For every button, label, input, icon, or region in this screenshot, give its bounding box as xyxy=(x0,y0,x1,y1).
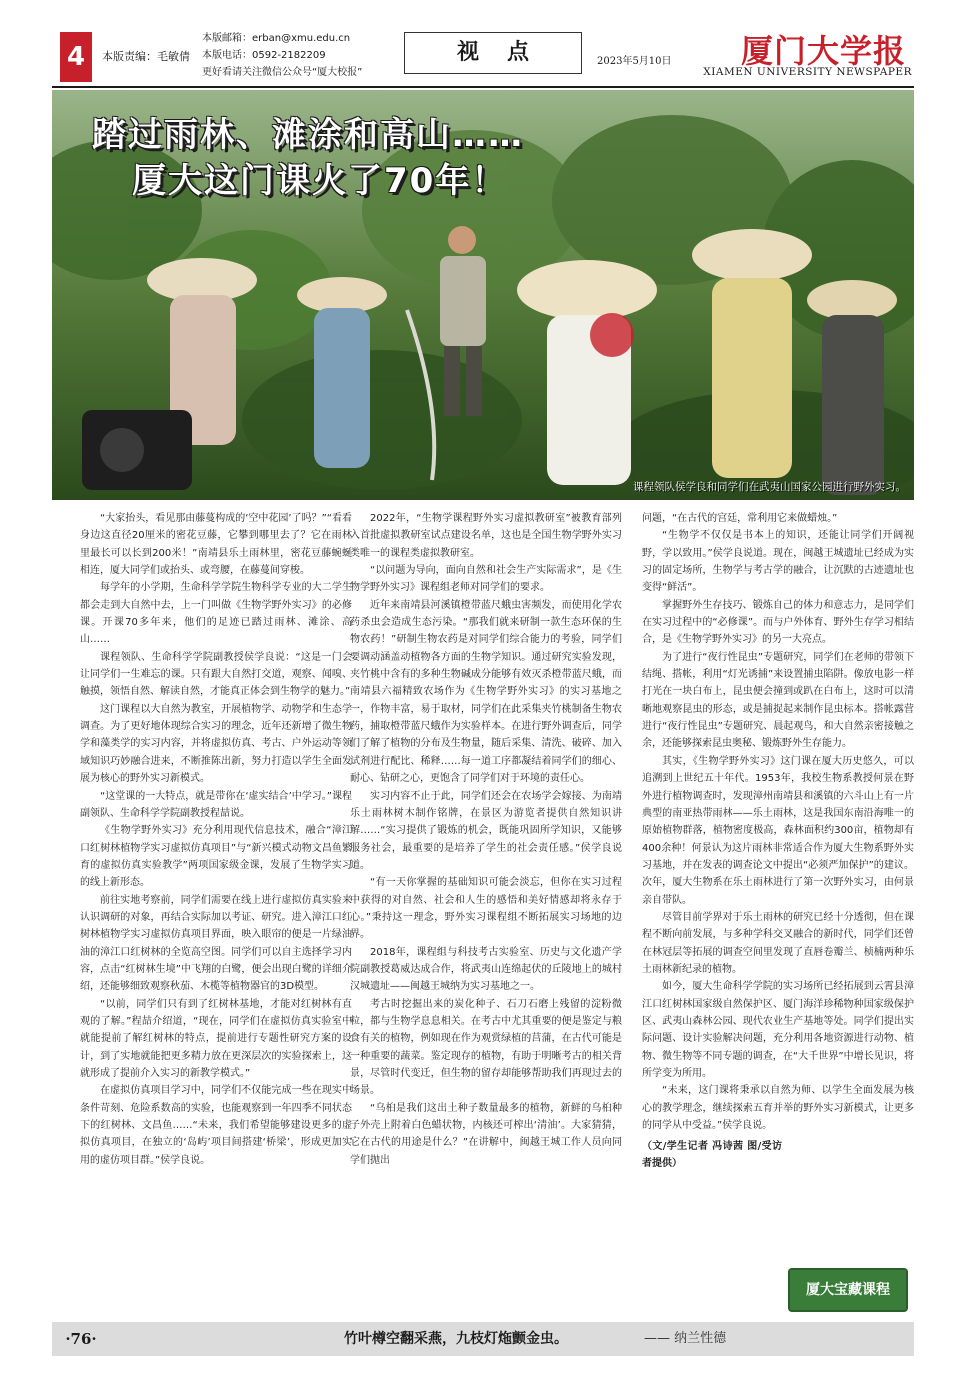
paragraph: “这堂课的一大特点，就是带你在‘虚实结合’中学习。”课程副领队、生命科学学院副教授程喆说。 xyxy=(80,790,352,819)
paragraph: 其实，《生物学野外实习》这门课在厦大历史悠久，可以追溯到上世纪五十年代。1953年，我校生物系教授何景在野外进行植物调查时，发现漳州南靖县和溪镇的六斗山上有一片典型的南亚热带雨林——乐土雨林，这是我国东南沿海唯一的原始植物群落，植物密度极高，森林面积约300亩，植物却有400余种！何景认为这片雨林非常适合作为厦大生物系野外实习基地，并在发表的调查论文中提出“必须严加保护”的建议。次年，厦大生物系在乐土雨林进行了第一次野外实习，由何景亲自带队。 xyxy=(642,755,914,906)
byline xyxy=(642,1138,782,1172)
paragraph: 考古时挖掘出来的炭化种子、石刀石磨上残留的淀粉微粒，都与生物学息息相关。在考古中尤其重要的便是鉴定与粮食有关的植物，例如现在作为观赏绿植的莒蒲，在古代可能是一种重要的蔬菜。鉴定现存的植物，有助于明晰考古的相关背景，尽管时代变迁，但生物的留存却能够帮助我们再现过去的场景。 xyxy=(350,998,622,1097)
wechat-note: 更好看请关注微信公众号“厦大校报” xyxy=(202,67,363,78)
headline-line-1: 踏过雨林、滩涂和高山…… xyxy=(92,115,524,155)
paragraph: 2018年，课程组与科技考古实验室、历史与文化遗产学院副教授葛威达成合作，将武夷山连绵起伏的丘陵地上的城村汉城遗址——闽越王城纳为实习基地之一。 xyxy=(350,946,622,993)
issue-date: 2023年5月10日 xyxy=(597,56,672,67)
paragraph: 在虚拟仿真项目学习中，同学们不仅能完成一些在现实中条件苛刻、危险系数高的实验，也能观察到一年四季不同状态下的红树林、文昌鱼……“未来，我们希望能够建设更多的虚拟仿真项目，在独立的‘岛屿’项目间搭建‘桥梁’，形成更加实用的虚仿项目群。”侯学良说。 xyxy=(80,1085,352,1166)
paragraph: “以问题为导向，面向自然和社会生产实际需求”，是《生物学野外实习》课程组老师对同学们的要求。 xyxy=(350,565,622,594)
paragraph: 为了进行“夜行性昆虫”专题研究，同学们在老师的带领下结绳、搭帐，利用“灯光诱捕”来设置捕虫陷阱。像放电影一样打光在一块白布上，昆虫便会撞到或趴在白布上，这时可以清晰地观察昆虫的形态，或是捕捉起来制作昆虫标本。搭帐露营进行“夜行性昆虫”专题研究、晨起观鸟，和大自然亲密接触之余，还能够探索昆虫奥秘、锻炼野外生存能力。 xyxy=(642,651,914,750)
phone-line: 本版电话：0592-2182209 xyxy=(202,50,326,61)
paragraph: 实习内容不止于此，同学们还会在农场学会嫁接、为南靖乐土雨林树木制作铭牌，在景区为游览者提供自然知识讲解……“实习提供了锻炼的机会，既能巩固所学知识，又能够服务社会，最重要的是培养了学生的社会责任感。”侯学良说道。 xyxy=(350,790,622,871)
paragraph: 掌握野外生存技巧、锻炼自己的体力和意志力，是同学们在实习过程中的“必修课”。而与户外体育、野外生存学习相结合，是《生物学野外实习》的另一大亮点。 xyxy=(642,599,914,646)
paragraph: “乌桕是我们这出土种子数量最多的植物，新鲜的乌桕种子外壳上附着白色蜡状物，内核还可榨出‘清油’。大家猜猜，它在古代的用途是什么？”在讲解中，闽越王城工作人员向同学们抛出 xyxy=(350,1102,622,1166)
paragraph: 问题，“在古代的宫廷，常利用它来做蜡烛。” xyxy=(642,513,838,524)
paper-logo: 厦门大学报 xyxy=(740,32,906,70)
byline-text: （文/学生记者 冯诗茜 图/受访者提供） xyxy=(642,1141,782,1170)
footer-quote-author: —— 纳兰性德 xyxy=(644,1331,727,1346)
footer-page-number: ·76· xyxy=(65,1330,97,1348)
paragraph: “未来，这门课将秉承以自然为师、以学生全面发展为核心的教学理念，继续探索五育并举的野外实习新模式，让更多的同学从中受益。”侯学良说。 xyxy=(642,1085,914,1132)
article-body xyxy=(52,510,914,1320)
page-number-badge: 4 xyxy=(60,32,92,82)
paragraph: 这门课程以大自然为教室，开展植物学、动物学和生态学调查。为了更好地体现综合实习的理念，近年还新增了微生物学和藻类学的实习内容，并将虚拟仿真、考古、户外运动等领域知识巧妙融合进来，不断推陈出新，努力打造以学生全面发展为核心的野外实习新模式。 xyxy=(80,703,352,785)
photo-caption: 课程领队侯学良和同学们在武夷山国家公园进行野外实习。 xyxy=(633,481,906,493)
paper-name-english: XIAMEN UNIVERSITY NEWSPAPER xyxy=(703,66,912,78)
editor-credit: 本版责编：毛敏倩 xyxy=(102,50,190,63)
footer-quote: 竹叶樽空翻采燕，九枝灯炧颤金虫。 xyxy=(344,1331,568,1347)
masthead xyxy=(52,26,914,88)
headline-line-2: 厦大这门课火了70年！ xyxy=(132,161,508,201)
paragraph: 前往实地考察前，同学们需要在线上进行虚拟仿真实验来认识调研的对象，再结合实际加以考证、研究。进入漳江口红树林植物学实习虚拟仿真项目界面，映入眼帘的便是一片绿油油的漳江口红树林的全览高空图。同学们可以自主选择学习内容，点击“红树林生境”中飞翔的白鹭，便会出现白鹭的详细介绍，还能够细致观察秋茄、木榄等植物器官的3D模型。 xyxy=(80,894,352,993)
paragraph: “生物学不仅仅是书本上的知识，还能让同学们开阔视野，学以致用。”侯学良说道。现在，闽越王城遗址已经成为实习的固定场所，生物学与考古学的融合，让沉默的古迹遗址也变得“鲜活”。 xyxy=(642,530,914,594)
article-column-2 xyxy=(350,510,622,1320)
section-title: 视点 xyxy=(404,32,582,74)
paragraph: 《生物学野外实习》充分利用现代信息技术，融合“漳江口红树林植物学实习虚拟仿真项目”与“新兴模式动物文昌鱼繁育的虚拟仿真实验教学”两项国家级金课，发展了生物学实习的线上新形态。 xyxy=(80,825,352,889)
paragraph: 尽管目前学界对于乐土雨林的研究已经十分透彻，但在课程不断向前发展，与多种学科交叉融合的新时代，同学们还曾在林冠层等拓展的调查空间里发现了直唇卷瓣兰、桢楠两种乐土雨林新纪录的植物。 xyxy=(642,911,914,975)
contact-block xyxy=(202,30,402,81)
masthead-divider xyxy=(52,86,914,88)
paragraph: 如今，厦大生命科学学院的实习场所已经拓展到云霄县漳江口红树林国家级自然保护区、厦门海洋珍稀物种国家级保护区、武夷山森林公园、现代农业生产基地等处。同学们提出实际问题、设计实验解决问题，充分利用各地资源进行动物、植物、微生物等不同专题的调查，在“大千世界”中增长见识，将所学变为所用。 xyxy=(642,981,914,1079)
email-line: 本版邮箱：erban@xmu.edu.cn xyxy=(202,33,351,44)
article-column-3 xyxy=(642,510,914,1320)
paragraph: “有一天你掌握的基础知识可能会淡忘，但你在实习过程中获得的对自然、社会和人生的感悟和美好情感却将永存于心。”秉持这一理念，野外实习课程组不断拓展实习场地的边界。 xyxy=(350,877,622,941)
article-column-1 xyxy=(80,510,352,1320)
photo-headline xyxy=(92,112,524,204)
paragraph: “大家抬头，看见那由藤蔓构成的‘空中花园’了吗？”“看看身边这直径20厘米的密花豆藤，它攀到哪里去了？它在雨林里最长可以长到200米！”南靖县乐土雨林里，密花豆藤蜿蜒相连，厦大同学们或抬头、或弯腰，在藤蔓间穿梭。 xyxy=(80,513,352,577)
paragraph: 近年来南靖县河溪镇橙带蓝尺蛾虫害频发，而使用化学农药杀虫会造成生态污染。“那我们就来研制一款生态环保的生物农药！”研制生物农药是对同学们综合能力的考验，同学们要调动涵盖动植物各方面的生物学知识。通过研究实验发现，夹竹桃中含有的多种生物碱成分能够有效灭杀橙带蓝尺蛾，而南靖县六福精致农场作为《生物学野外实习》的实习基地之一，作物丰富，易于取材，同学们在此采集夹竹桃制备生物农药，捕取橙带蓝尺蛾作为实验样本。在进行野外调查后，同学们了解了植物的分布及生物量，随后采集、清洗、破碎、加入试剂进行配比、稀释……每一道工序都凝结着同学们的细心、耐心、钻研之心，更饱含了同学们对于环境的责任心。 xyxy=(350,599,622,785)
paragraph: 2022年，“生物学课程野外实习虚拟教研室”被教育部列入首批虚拟教研室试点建设名单，这也是全国生物学野外实习类唯一的课程类虚拟教研室。 xyxy=(350,513,622,559)
footer-bar xyxy=(52,1322,914,1356)
feature-photo xyxy=(52,90,914,500)
column-stamp: 厦大宝藏课程 xyxy=(788,1268,908,1312)
paragraph: 课程领队、生命科学学院副教授侯学良说：“这是一门会让同学们一生难忘的课。只有跟大自然打交道，观察、闻嗅、触摸，领悟自然、解读自然，才能真正体会到生物学的魅力。” xyxy=(80,651,352,698)
paragraph: “以前，同学们只有到了红树林基地，才能对红树林有直观的了解。”程喆介绍道，“现在，同学们在虚拟仿真实验室中就能提前了解红树林的特点，提前进行专题性研究方案的设计，到了实地就能把更多精力放在更深层次的实验探索上，这就形成了提前介入实习的新教学模式。” xyxy=(80,998,352,1079)
paragraph: 每学年的小学期，生命科学学院生物科学专业的大二学生都会走到大自然中去，上一门叫做《生物学野外实习》的必修课。开课70多年来，他们的足迹已踏过雨林、滩涂、高山…… xyxy=(80,582,352,646)
